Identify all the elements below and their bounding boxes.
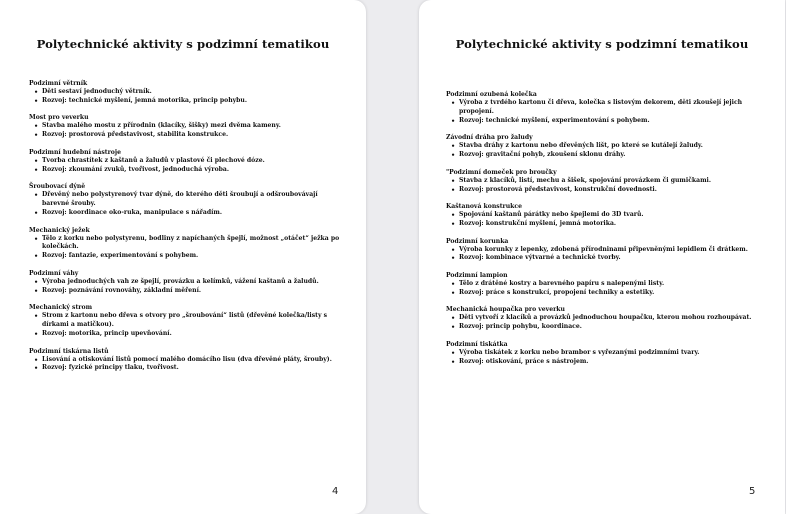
bullet-list — [446, 142, 765, 160]
bullet-item: • Stavba dráhy z kartonu nebo dřevěných lišt, po které se kutálejí žaludy. — [454, 142, 765, 151]
bullet-item: • Lisování a otiskování listů pomocí malého domácího lisu (dva dřevěné pláty, šrouby). — [37, 356, 346, 365]
bullet-item: • Rozvoj: technické myšlení, jemná motorika, princip pohybu. — [37, 97, 346, 106]
bullet-item: • Stavba z klacíků, listí, mechu a šišek, spojování provázkem či gumičkami. — [454, 177, 765, 186]
section-list — [29, 80, 346, 382]
bullet-item: • Tělo z drátěné kostry a barevného papíru s nalepenými listy. — [454, 280, 765, 289]
bullet-item: • Děti sestaví jednoduchý větrník. — [37, 88, 346, 97]
activity-title: Závodní dráha pro žaludy — [446, 134, 533, 142]
bullet-item: • Tvorba chrastítek z kaštanů a žaludů v plastové či plechové dóze. — [37, 157, 346, 166]
bullet-item: • Rozvoj: zkoumání zvuků, tvořivost, jednoduchá výroba. — [37, 166, 346, 175]
activity-title: Podzimní lampion — [446, 271, 508, 279]
bullet-list — [29, 278, 346, 296]
bullet-item: • Dřevěný nebo polystyrenový tvar dýně, do kterého děti šroubují a odšroubovávají barevné šrouby. — [37, 191, 346, 209]
bullet-item: • Výroba jednoduchých vah ze špejlí, provázku a kelímků, vážení kaštanů a žaludů. — [37, 278, 346, 287]
activity-title: Šroubovací dýně — [29, 183, 86, 191]
bullet-item: • Stavba malého mostu z přírodnin (klacíky, šišky) mezi dvěma kameny. — [37, 122, 346, 131]
bullet-list — [29, 88, 346, 106]
bullet-item: • Výroba z tvrdého kartonu či dřeva, kolečka s listovým dekorem, děti zkoušejí jejich propojení. — [454, 99, 765, 117]
activity-section — [446, 169, 765, 195]
activity-section — [29, 270, 346, 296]
bullet-item: • Výroba tiskátek z korku nebo brambor s vyřezanými podzimními tvary. — [454, 349, 765, 358]
activity-title: Podzimní tiskátka — [446, 340, 508, 348]
bullet-item: • Tělo z korku nebo polystyrenu, bodliny z napíchaných špejlí, možnost „otáčet“ ježka po kolečkách. — [37, 235, 346, 253]
bullet-item: • Spojování kaštanů párátky nebo špejlemi do 3D tvarů. — [454, 211, 765, 220]
bullet-list — [29, 191, 346, 218]
activity-title: Podzimní hudební nástroje — [29, 148, 121, 156]
document-page-left — [0, 0, 366, 514]
bullet-item: • Rozvoj: otiskování, práce s nástrojem. — [454, 358, 765, 367]
bullet-item: • Rozvoj: princip pohybu, koordinace. — [454, 323, 765, 332]
bullet-item: • Rozvoj: koordinace oko-ruka, manipulace s nářadím. — [37, 209, 346, 218]
bullet-item: • Rozvoj: prostorová představivost, stabilita konstrukce. — [37, 131, 346, 140]
bullet-item: • Rozvoj: fantazie, experimentování s pohybem. — [37, 252, 346, 261]
bullet-list — [446, 246, 765, 264]
activity-section — [446, 134, 765, 160]
bullet-list — [446, 314, 765, 332]
bullet-item: • Výroba korunky z lepenky, zdobená přírodninami připevněnými lepidlem či drátkem. — [454, 246, 765, 255]
bullet-list — [446, 99, 765, 126]
activity-section — [29, 227, 346, 262]
bullet-list — [446, 211, 765, 229]
bullet-item: • Rozvoj: fyzické principy tlaku, tvořivost. — [37, 364, 346, 373]
bullet-item: • Rozvoj: kombinace výtvarné a technické tvorby. — [454, 254, 765, 263]
bullet-list — [29, 235, 346, 262]
page-number: 4 — [332, 486, 339, 497]
activity-section — [29, 183, 346, 218]
bullet-list — [446, 280, 765, 298]
activity-title: "Podzimní domeček pro broučky — [446, 168, 557, 176]
bullet-list — [29, 356, 346, 374]
activity-title: Kaštanová konstrukce — [446, 203, 522, 211]
activity-section — [29, 80, 346, 106]
bullet-item: • Děti vytvoří z klacíků a provázků jednoduchou houpačku, kterou mohou rozhoupávat. — [454, 314, 765, 323]
activity-section — [446, 306, 765, 332]
section-list — [446, 91, 765, 375]
activity-section — [29, 149, 346, 175]
bullet-item: • Strom z kartonu nebo dřeva s otvory pro „šroubování“ listů (dřevěné kolečka/listy s dírkami a matičkou). — [37, 312, 346, 330]
bullet-list — [29, 312, 346, 339]
bullet-item: • Rozvoj: gravitační pohyb, zkoušení sklonu dráhy. — [454, 151, 765, 160]
bullet-list — [29, 122, 346, 140]
activity-title: Podzimní ozubená kolečka — [446, 91, 537, 98]
activity-section — [446, 238, 765, 264]
bullet-item: • Rozvoj: konstrukční myšlení, jemná motorika. — [454, 220, 765, 229]
activity-title: Mechanický strom — [29, 304, 93, 312]
activity-title: Podzimní korunka — [446, 237, 509, 245]
activity-title: Mechanický ježek — [29, 226, 90, 234]
activity-section — [29, 304, 346, 339]
document-page-right — [419, 0, 785, 514]
activity-title: Most pro veverku — [29, 114, 89, 122]
activity-section — [29, 348, 346, 374]
bullet-item: • Rozvoj: technické myšlení, experimentování s pohybem. — [454, 117, 765, 126]
activity-section — [446, 91, 765, 126]
bullet-item: • Rozvoj: motorika, princip upevňování. — [37, 330, 346, 339]
page-title: Polytechnické aktivity s podzimní tematikou — [36, 37, 330, 51]
activity-section — [29, 114, 346, 140]
activity-title: Podzimní tiskárna listů — [29, 347, 109, 355]
activity-section — [446, 203, 765, 229]
bullet-list — [446, 177, 765, 195]
bullet-item: • Rozvoj: prostorová představivost, konstrukční dovednosti. — [454, 186, 765, 195]
page-number: 5 — [749, 486, 756, 497]
bullet-item: • Rozvoj: práce s konstrukcí, propojení techniky a estetiky. — [454, 289, 765, 298]
bullet-list — [446, 349, 765, 367]
activity-section — [446, 272, 765, 298]
activity-title: Podzimní větrník — [29, 80, 88, 87]
activity-title: Podzimní váhy — [29, 269, 79, 277]
bullet-list — [29, 157, 346, 175]
bullet-item: • Rozvoj: poznávání rovnováhy, základní měření. — [37, 287, 346, 296]
page-title: Polytechnické aktivity s podzimní tematikou — [455, 37, 749, 51]
activity-title: Mechanická houpačka pro veverku — [446, 306, 565, 314]
activity-section — [446, 341, 765, 367]
